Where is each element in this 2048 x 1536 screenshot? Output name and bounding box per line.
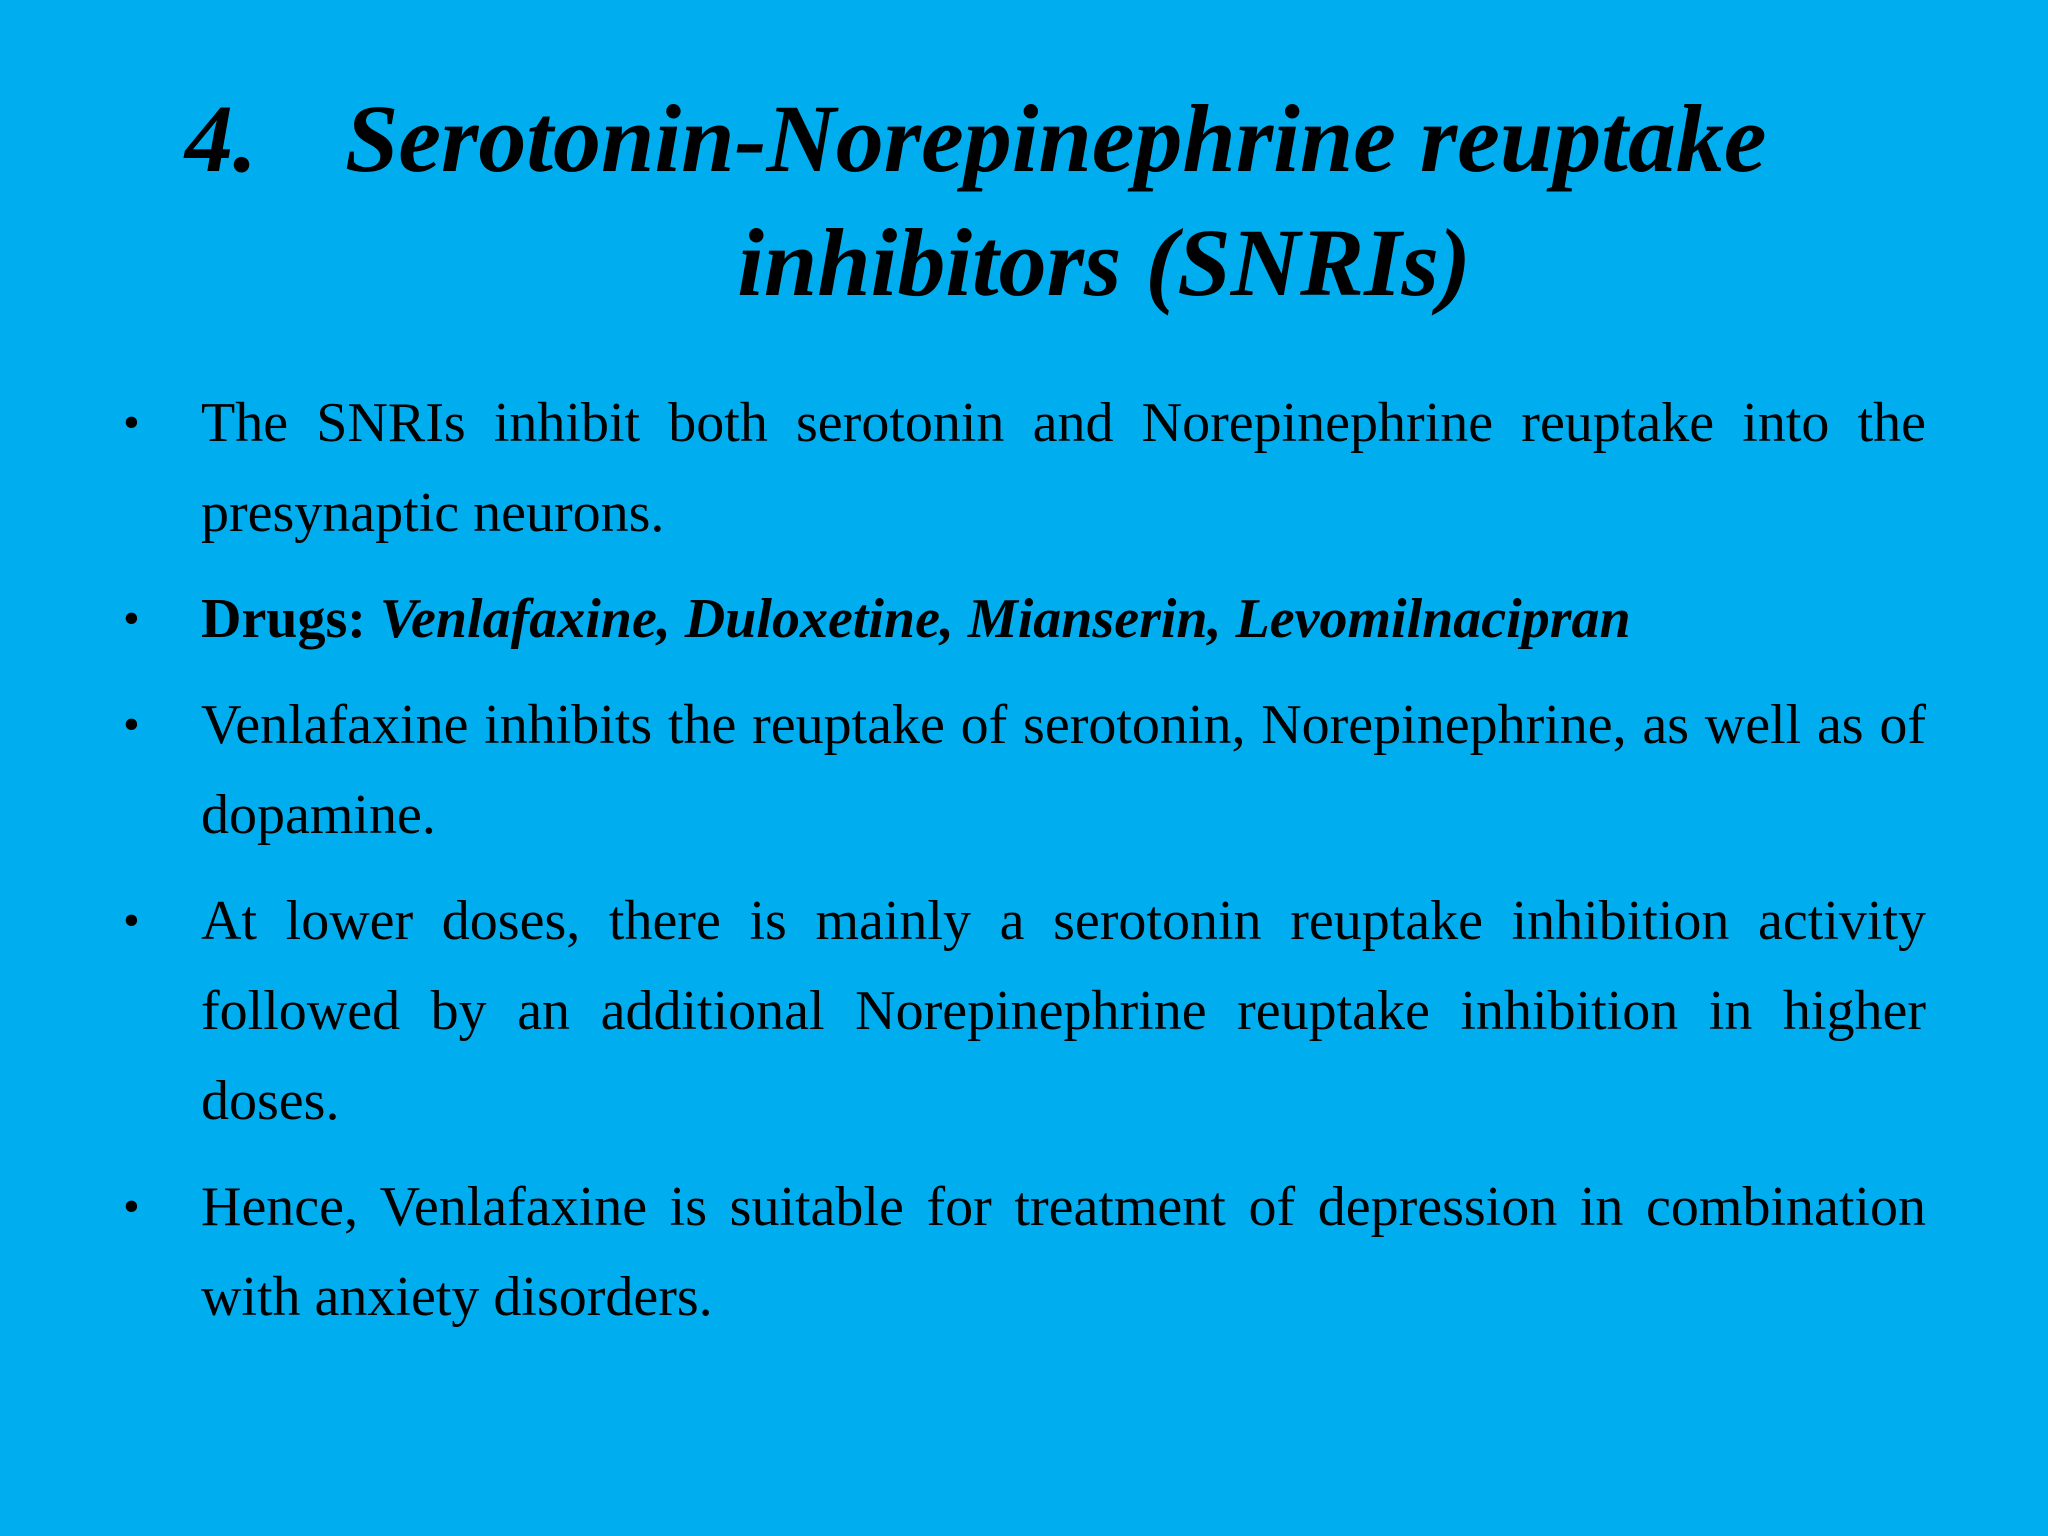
title-line-1	[185, 78, 1766, 200]
bullet-item	[120, 574, 1926, 664]
title-line-1-text: Serotonin-Norepinephrine reuptake	[345, 85, 1767, 192]
bullet-text: At lower doses, there is mainly a serotonin reuptake inhibition activity followed by an additional Norepinephrine reuptake inhibition in higher doses.	[201, 890, 1926, 1132]
bullet-item	[120, 1162, 1926, 1342]
bullet-text: Hence, Venlafaxine is suitable for treatment of depression in combination with anxiety disorders.	[201, 1176, 1926, 1328]
drugs-list: Venlafaxine, Duloxetine, Mianserin, Levomilnacipran	[379, 588, 1631, 650]
bullet-text: The SNRIs inhibit both serotonin and Norepinephrine reuptake into the presynaptic neurons.	[201, 392, 1926, 544]
bullet-marker: •	[123, 396, 140, 449]
bullet-text: Venlafaxine inhibits the reuptake of serotonin, Norepinephrine, as well as of dopamine.	[201, 694, 1926, 846]
bullet-marker: •	[123, 894, 140, 947]
bullet-item	[120, 876, 1926, 1146]
bullet-item	[120, 680, 1926, 860]
bullet-item	[120, 378, 1926, 558]
drugs-label: Drugs:	[201, 588, 366, 650]
title-number: 4.	[185, 85, 257, 192]
bullet-marker: •	[123, 1180, 140, 1233]
bullet-marker: •	[123, 698, 140, 751]
title-line-2: inhibitors (SNRIs)	[737, 209, 1471, 316]
bullet-list	[120, 378, 1926, 1358]
bullet-marker: •	[123, 592, 140, 645]
